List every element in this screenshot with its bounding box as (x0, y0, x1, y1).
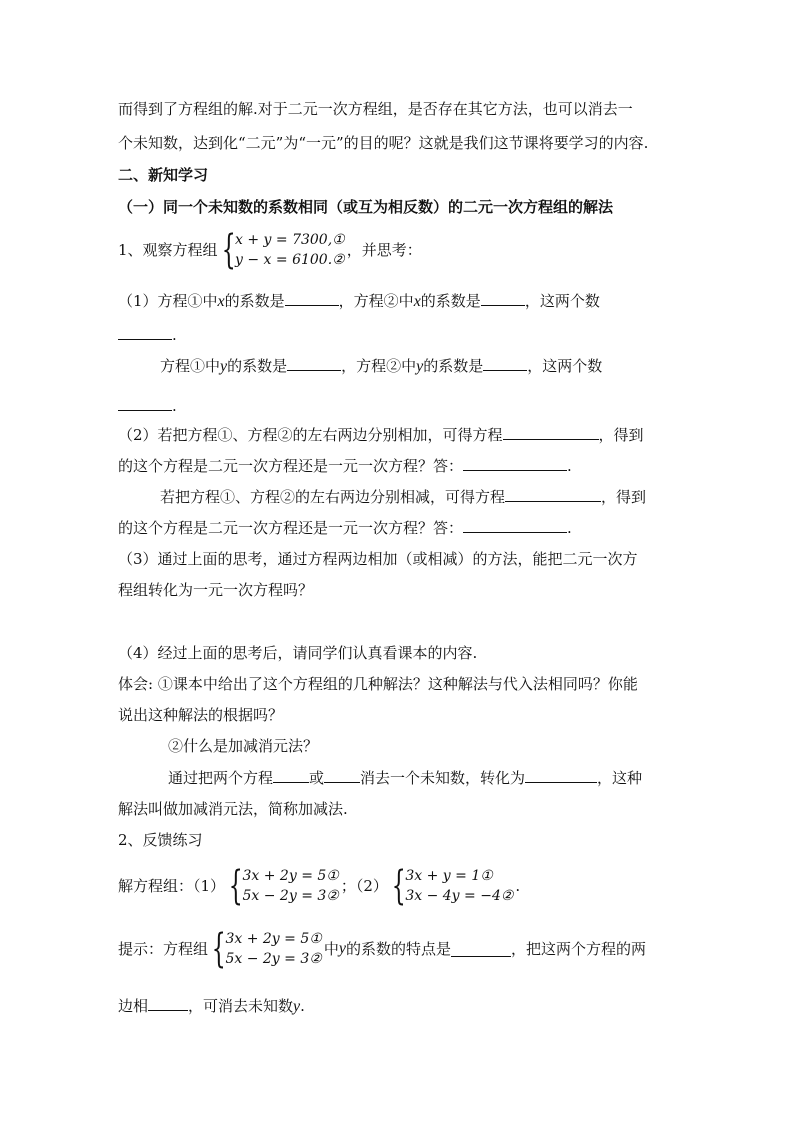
equation-system (210, 926, 322, 972)
answer-blank[interactable] (483, 356, 527, 371)
equation-system (227, 863, 339, 909)
sub-question-4: （4）经过上面的思考后，请同学们认真看课本的内容. (118, 644, 478, 662)
question-text: 1、观察方程组 (118, 241, 218, 259)
answer-blank[interactable] (287, 356, 341, 371)
sub-question-3: （3）通过上面的思考，通过方程两边相加（或相减）的方法，能把二元一次方 (118, 550, 638, 568)
brace-icon: { (211, 926, 226, 972)
answer-blank[interactable] (273, 768, 309, 783)
answer-blank[interactable] (451, 942, 511, 957)
subsection-heading: （一）同一个未知数的系数相同（或互为相反数）的二元一次方程组的解法 (118, 198, 614, 216)
sub-question-1-cont: . (118, 325, 177, 345)
equation: 5x − 2y = 3② (225, 951, 322, 967)
answer-blank[interactable] (285, 291, 339, 306)
sub-question-2-subtract: 若把方程①、方程②的左右两边分别相减，可得方程 ，得到 (160, 488, 647, 506)
equation: 3x − 4y = −4② (405, 888, 514, 904)
definition-line: 解法叫做加减消元法，简称加减法. (118, 800, 348, 818)
paragraph-line: 个未知数，达到化“二元”为“一元”的目的呢？这就是我们这节课将要学习的内容. (118, 134, 649, 152)
reflection-line: 体会: ①课本中给出了这个方程组的几种解法？这种解法与代入法相同吗？你能 (118, 675, 638, 693)
sub-question-2: （2）若把方程①、方程②的左右两边分别相加，可得方程 ，得到 (118, 426, 644, 444)
paragraph-line: 而得到了方程组的解.对于二元一次方程组，是否存在其它方法，也可以消去一 (118, 100, 633, 118)
definition-line: 通过把两个方程 或 消去一个未知数，转化为 ，这种 (168, 769, 643, 787)
equation: x + y = 7300,① (235, 232, 345, 248)
sub-question-3-cont: 程组转化为一元一次方程吗？ (118, 581, 314, 599)
answer-blank[interactable] (118, 396, 172, 411)
equation: 5x − 2y = 3② (242, 888, 339, 904)
question-2: 2、反馈练习 (118, 831, 203, 849)
sub-question-2-cont: 的这个方程是二元一次方程还是一元一次方程？答： . (118, 457, 572, 475)
answer-blank[interactable] (505, 487, 601, 502)
reflection-line: ②什么是加减消元法？ (168, 737, 319, 755)
sub-question-1: （1）方程①中x的系数是 ，方程②中x的系数是 ，这两个数 (118, 292, 600, 310)
answer-blank[interactable] (148, 996, 188, 1011)
brace-icon: { (228, 863, 243, 909)
equation: 3x + y = 1① (405, 868, 493, 884)
brace-icon: { (221, 227, 236, 273)
answer-blank[interactable] (525, 768, 597, 783)
sub-question-1-y-cont: . (118, 396, 177, 416)
exercise: 解方程组：（1） { 3x + 2y = 5① 5x − 2y = 3② ；（2） { 3x + y = 1① 3x − 4y = −4② . (118, 863, 521, 909)
brace-icon: { (391, 863, 406, 909)
hint: 提示：方程组 { 3x + 2y = 5① 5x − 2y = 3② 中 y 的系数的特点是 ，把这两个方程的两 (118, 926, 646, 972)
answer-blank[interactable] (503, 425, 599, 440)
sub-question-2-subtract-cont: 的这个方程是二元一次方程还是一元一次方程？答： . (118, 519, 572, 537)
question-1 (118, 226, 422, 274)
sub-question-1-y: 方程①中y的系数是 ，方程②中y的系数是 ，这两个数 (160, 357, 603, 375)
answer-blank[interactable] (118, 325, 172, 340)
hint-cont: 边相 ，可消去未知数y. (118, 997, 305, 1015)
equation: 3x + 2y = 5① (242, 868, 339, 884)
reflection-line: 说出这种解法的根据吗？ (118, 706, 284, 724)
answer-blank[interactable] (463, 518, 567, 533)
equation-system (390, 863, 514, 909)
answer-blank[interactable] (463, 456, 567, 471)
section-heading: 二、新知学习 (118, 166, 209, 184)
answer-blank[interactable] (481, 291, 525, 306)
answer-blank[interactable] (324, 768, 360, 783)
equation: y − x = 6100.② (235, 252, 345, 268)
equation-system (220, 227, 345, 273)
equation: 3x + 2y = 5① (225, 931, 322, 947)
question-text: ，并思考： (346, 241, 422, 259)
